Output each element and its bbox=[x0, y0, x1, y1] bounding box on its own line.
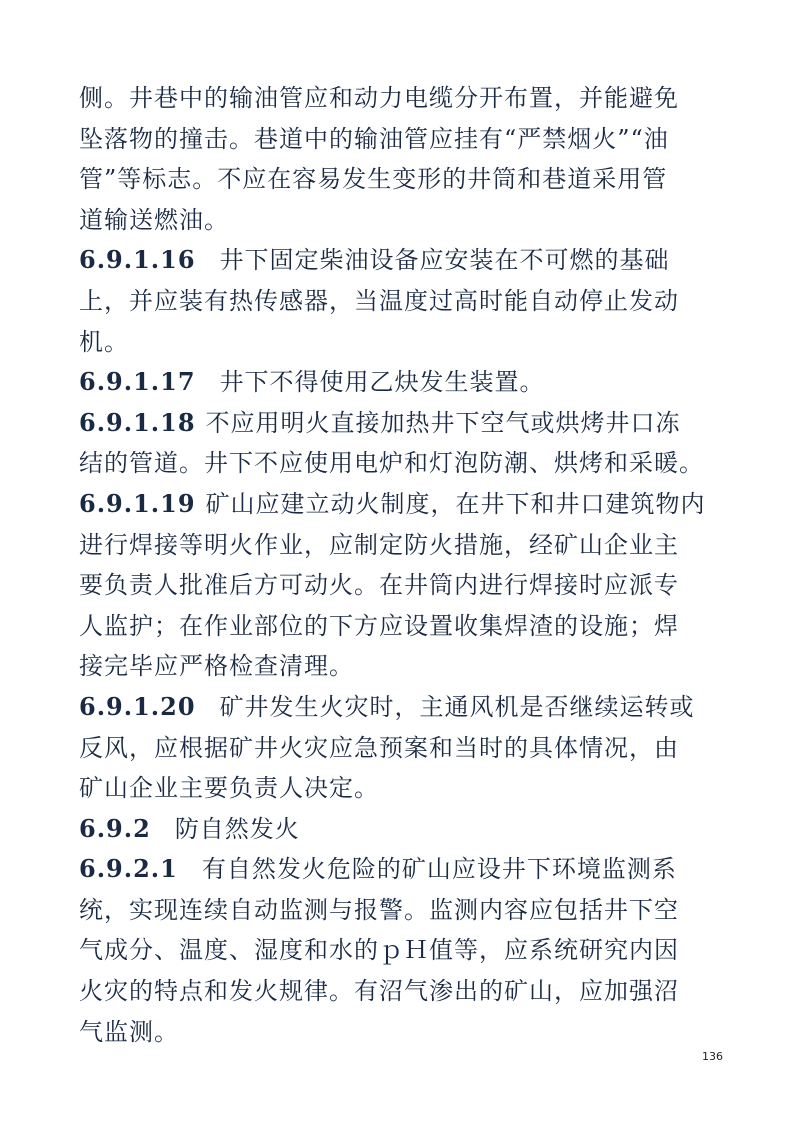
line-text: 进行焊接等明火作业，应制定防火措施，经矿山企业主 bbox=[79, 530, 679, 559]
text-line bbox=[79, 281, 729, 322]
clause-number: 6.9.1.18 bbox=[79, 407, 196, 437]
line-text: 火灾的特点和发火规律。有沼气渗出的矿山，应加强沼 bbox=[79, 977, 679, 1006]
line-text: 接完毕应严格检查清理。 bbox=[79, 652, 354, 681]
text-line bbox=[79, 119, 729, 160]
line-text: 矿山企业主要负责人决定。 bbox=[79, 774, 379, 803]
line-text: 统，实现连续自动监测与报警。监测内容应包括井下空 bbox=[79, 895, 679, 924]
text-line bbox=[79, 484, 729, 525]
line-text: 机。 bbox=[79, 327, 129, 356]
text-line bbox=[79, 200, 729, 241]
text-line bbox=[79, 768, 729, 809]
clause-number: 6.9.1.20 bbox=[79, 691, 196, 721]
clause-number: 6.9.2.1 bbox=[79, 854, 178, 884]
page-number: 136 bbox=[702, 1050, 723, 1063]
line-text: 不应用明火直接加热井下空气或烘烤井口冻 bbox=[205, 408, 681, 437]
text-line bbox=[79, 240, 729, 281]
text-line bbox=[79, 606, 729, 647]
text-line bbox=[79, 322, 729, 363]
clause-number: 6.9.1.19 bbox=[79, 488, 196, 518]
text-line bbox=[79, 687, 729, 728]
line-text: 反风，应根据矿井火灾应急预案和当时的具体情况，由 bbox=[79, 733, 679, 762]
line-text: 坠落物的撞击。巷道中的输油管应挂有“严禁烟火”“油 bbox=[79, 124, 669, 153]
text-line bbox=[79, 809, 729, 850]
text-line bbox=[79, 362, 729, 403]
clause-number: 6.9.1.16 bbox=[79, 245, 196, 275]
line-text: 有自然发火危险的矿山应设井下环境监测系 bbox=[201, 855, 677, 884]
line-text: 矿山应建立动火制度，在井下和井口建筑物内 bbox=[205, 489, 706, 518]
body-text bbox=[79, 78, 729, 1052]
line-text: 气成分、温度、湿度和水的ｐＨ值等，应系统研究内因 bbox=[79, 936, 679, 965]
text-line bbox=[79, 78, 729, 119]
text-line bbox=[79, 849, 729, 890]
clause-number: 6.9.1.17 bbox=[79, 367, 196, 397]
text-line bbox=[79, 728, 729, 769]
line-text: 防自然发火 bbox=[174, 814, 300, 843]
text-line bbox=[79, 443, 729, 484]
line-text: 侧。井巷中的输油管应和动力电缆分开布置，并能避免 bbox=[79, 84, 679, 112]
text-line bbox=[79, 525, 729, 566]
line-text: 井下不得使用乙炔发生装置。 bbox=[219, 368, 545, 397]
text-line bbox=[79, 159, 729, 200]
line-text: 气监测。 bbox=[79, 1017, 179, 1046]
line-text: 管”等标志。不应在容易发生变形的井筒和巷道采用管 bbox=[79, 165, 668, 194]
line-text: 井下固定柴油设备应安装在不可燃的基础 bbox=[219, 246, 670, 275]
line-text: 人监护；在作业部位的下方应设置收集焊渣的设施；焊 bbox=[79, 611, 679, 640]
text-line bbox=[79, 890, 729, 931]
line-text: 结的管道。井下不应使用电炉和灯泡防潮、烘烤和采暖。 bbox=[79, 449, 704, 478]
text-line bbox=[79, 403, 729, 444]
text-line bbox=[79, 971, 729, 1012]
line-text: 道输送燃油。 bbox=[79, 205, 229, 234]
text-line bbox=[79, 565, 729, 606]
text-line bbox=[79, 930, 729, 971]
line-text: 要负责人批准后方可动火。在井筒内进行焊接时应派专 bbox=[79, 571, 679, 600]
text-line bbox=[79, 646, 729, 687]
line-text: 矿井发生火灾时，主通风机是否继续运转或 bbox=[219, 692, 695, 721]
clause-number: 6.9.2 bbox=[79, 813, 151, 843]
text-line bbox=[79, 1012, 729, 1053]
line-text: 上，并应装有热传感器，当温度过高时能自动停止发动 bbox=[79, 286, 679, 315]
